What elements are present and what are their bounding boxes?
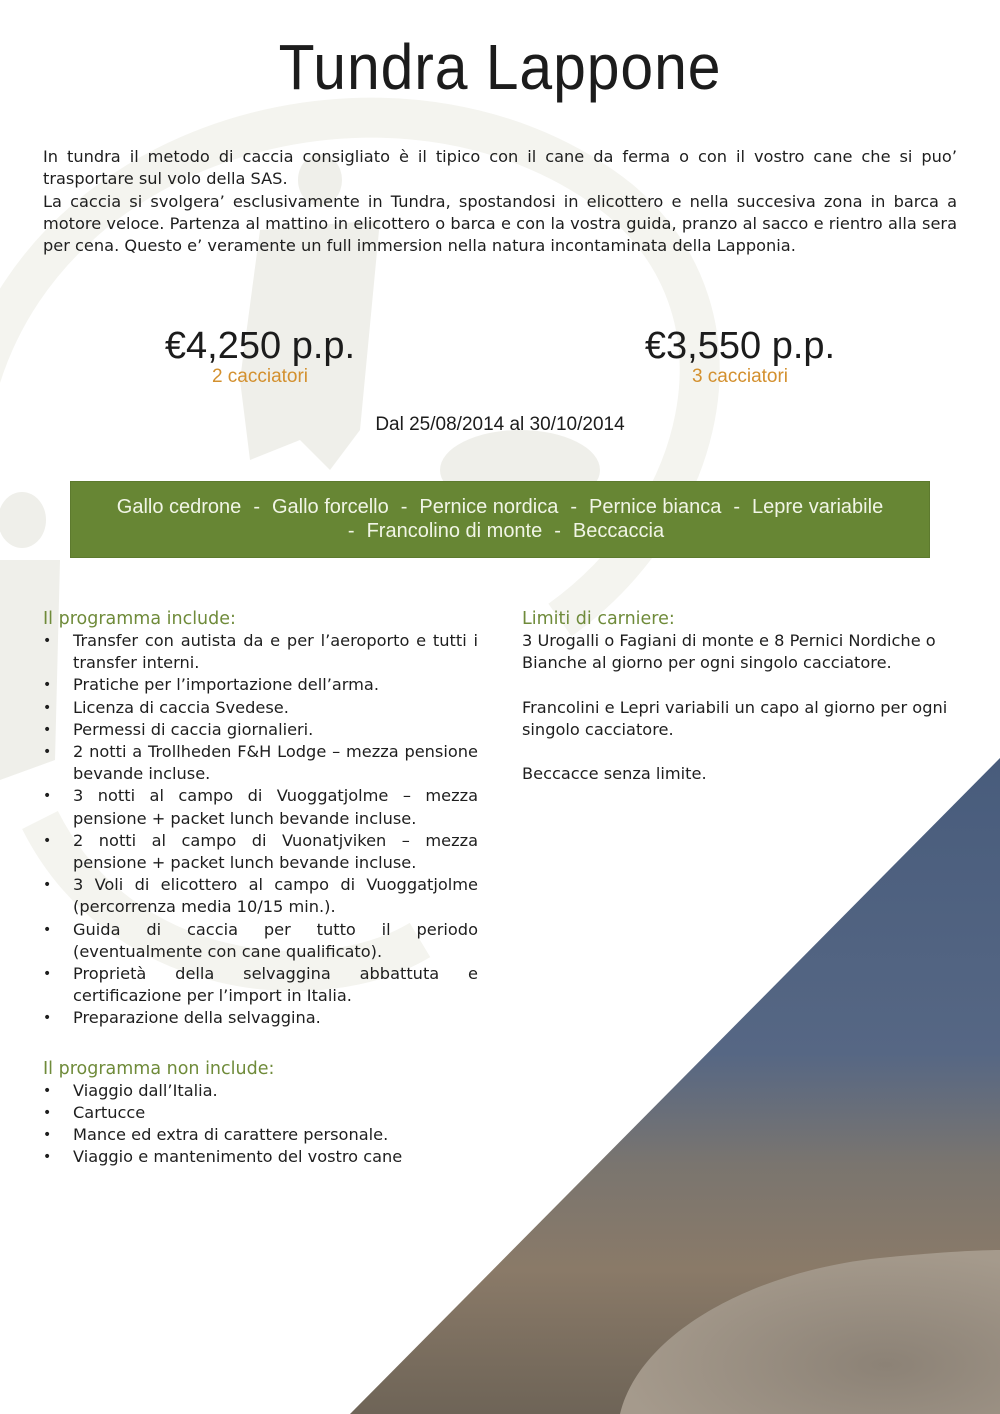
- intro-paragraph: La caccia si svolgera’ esclusivamente in Tundra, spostandosi in elicottero e nella succesiva zona in barca a motore veloce. Partenza al mattino in elicottero o barca e con la vostra guida, pranzo al sacco e rientro alla sera per cena. Questo e’ veramente un full immersion nella natura incontaminata della Lapponia.: [43, 191, 957, 256]
- species-item: Beccaccia: [572, 520, 665, 542]
- excludes-heading: Il programma non include:: [43, 1058, 275, 1079]
- species-separator: -: [733, 496, 740, 518]
- excludes-list: [43, 1080, 478, 1169]
- list-item: [43, 1146, 478, 1168]
- includes-heading: Il programma include:: [43, 609, 236, 629]
- list-item: [43, 1080, 478, 1102]
- list-item-text: Permessi di caccia giornalieri.: [73, 719, 314, 739]
- list-item: [43, 919, 478, 963]
- species-item: Gallo forcello: [271, 496, 389, 518]
- species-separator: -: [347, 520, 355, 542]
- list-item-text: Viaggio dall’Italia.: [73, 1080, 218, 1100]
- bullet-icon: •: [43, 699, 52, 716]
- bullet-icon: •: [43, 832, 52, 849]
- species-item: Pernice nordica: [419, 496, 559, 518]
- bullet-icon: •: [43, 677, 52, 694]
- season-dates: Dal 25/08/2014 al 30/10/2014: [375, 414, 625, 435]
- list-item-text: Preparazione della selvaggina.: [73, 1008, 321, 1028]
- price-hunters: 3 cacciatori: [691, 366, 789, 387]
- species-separator: -: [400, 496, 408, 518]
- list-item: [43, 1007, 478, 1029]
- bullet-icon: •: [43, 744, 52, 761]
- paragraph-gap: [522, 674, 962, 696]
- list-item-text: Transfer con autista da e per l’aeroporto e tutti i transfer interni.: [73, 631, 478, 673]
- list-item-text: Proprietà della selvaggina abbattuta e certificazione per l’import in Italia.: [73, 964, 478, 1006]
- section-gap: [43, 1030, 478, 1058]
- species-line: [71, 519, 929, 543]
- paragraph-gap: [522, 741, 962, 763]
- bullet-icon: •: [43, 1149, 52, 1166]
- list-item-text: Cartucce: [73, 1102, 146, 1122]
- species-separator: -: [570, 496, 578, 518]
- bullet-icon: •: [43, 788, 52, 805]
- limits-paragraph: Francolini e Lepri variabili un capo al giorno per ogni singolo cacciatore.: [522, 697, 948, 739]
- bullet-icon: •: [43, 877, 52, 894]
- bullet-icon: •: [43, 633, 52, 649]
- price-amount: €4,250 p.p.: [164, 325, 356, 367]
- bullet-icon: •: [43, 1082, 52, 1099]
- list-item: [43, 630, 478, 674]
- list-item-text: 2 notti al campo di Vuonatjviken – mezza pensione + packet lunch bevande incluse.: [73, 830, 478, 873]
- species-item: Pernice bianca: [589, 496, 722, 518]
- list-item: [43, 830, 478, 874]
- species-banner: [70, 481, 930, 558]
- bullet-icon: •: [43, 1127, 52, 1144]
- list-item: [43, 674, 478, 696]
- species-separator: -: [253, 496, 260, 518]
- bullet-icon: •: [43, 721, 52, 738]
- program-column: [43, 608, 478, 1168]
- includes-list: [43, 630, 478, 1030]
- list-item-text: Viaggio e mantenimento del vostro cane: [73, 1147, 403, 1167]
- page-title: Tundra Lappone: [278, 31, 722, 103]
- price-option-3-hunters: [590, 325, 890, 387]
- bullet-icon: •: [43, 966, 52, 983]
- list-item: [43, 963, 478, 1007]
- list-item-text: 3 notti al campo di Vuoggatjolme – mezza pensione + packet lunch bevande incluse.: [73, 786, 478, 828]
- list-item: [43, 697, 478, 719]
- species-separator: -: [554, 520, 561, 542]
- bag-limits-column: [522, 608, 962, 785]
- price-option-2-hunters: [110, 325, 410, 387]
- list-item: [43, 719, 478, 741]
- list-item: [43, 785, 478, 829]
- intro-text: [43, 146, 957, 257]
- bullet-icon: •: [43, 921, 52, 938]
- list-item-text: Mance ed extra di carattere personale.: [73, 1125, 389, 1145]
- list-item-text: Pratiche per l’importazione dell’arma.: [73, 675, 379, 695]
- list-item-text: Guida di caccia per tutto il periodo (eventualmente con cane qualificato).: [73, 919, 478, 961]
- list-item-text: 2 notti a Trollheden F&H Lodge – mezza pensione bevande incluse.: [73, 742, 478, 784]
- price-hunters: 2 cacciatori: [211, 366, 309, 387]
- species-item: Gallo cedrone: [116, 496, 242, 518]
- bullet-icon: •: [43, 1104, 52, 1121]
- list-item: [43, 741, 478, 785]
- price-amount: €3,550 p.p.: [644, 325, 836, 367]
- list-item: [43, 1124, 478, 1146]
- list-item-text: 3 Voli di elicottero al campo di Vuoggatjolme (percorrenza media 10/15 min.).: [73, 875, 478, 917]
- intro-paragraph: In tundra il metodo di caccia consigliato è il tipico con il cane da ferma o con il vostro cane che si puo’ trasportare sul volo della SAS.: [43, 147, 957, 189]
- limits-paragraph: Beccacce senza limite.: [522, 764, 707, 784]
- limits-heading: Limiti di carniere:: [522, 609, 675, 629]
- species-item: Francolino di monte: [366, 520, 543, 542]
- list-item: [43, 874, 478, 918]
- list-item-text: Licenza di caccia Svedese.: [73, 697, 289, 717]
- limits-paragraph: 3 Urogalli o Fagiani di monte e 8 Pernici Nordiche o Bianche al giorno per ogni singolo cacciatore.: [522, 631, 936, 673]
- species-item: Lepre variabile: [752, 496, 884, 518]
- bullet-icon: •: [43, 1010, 52, 1027]
- species-line: [71, 495, 929, 519]
- list-item: [43, 1102, 478, 1124]
